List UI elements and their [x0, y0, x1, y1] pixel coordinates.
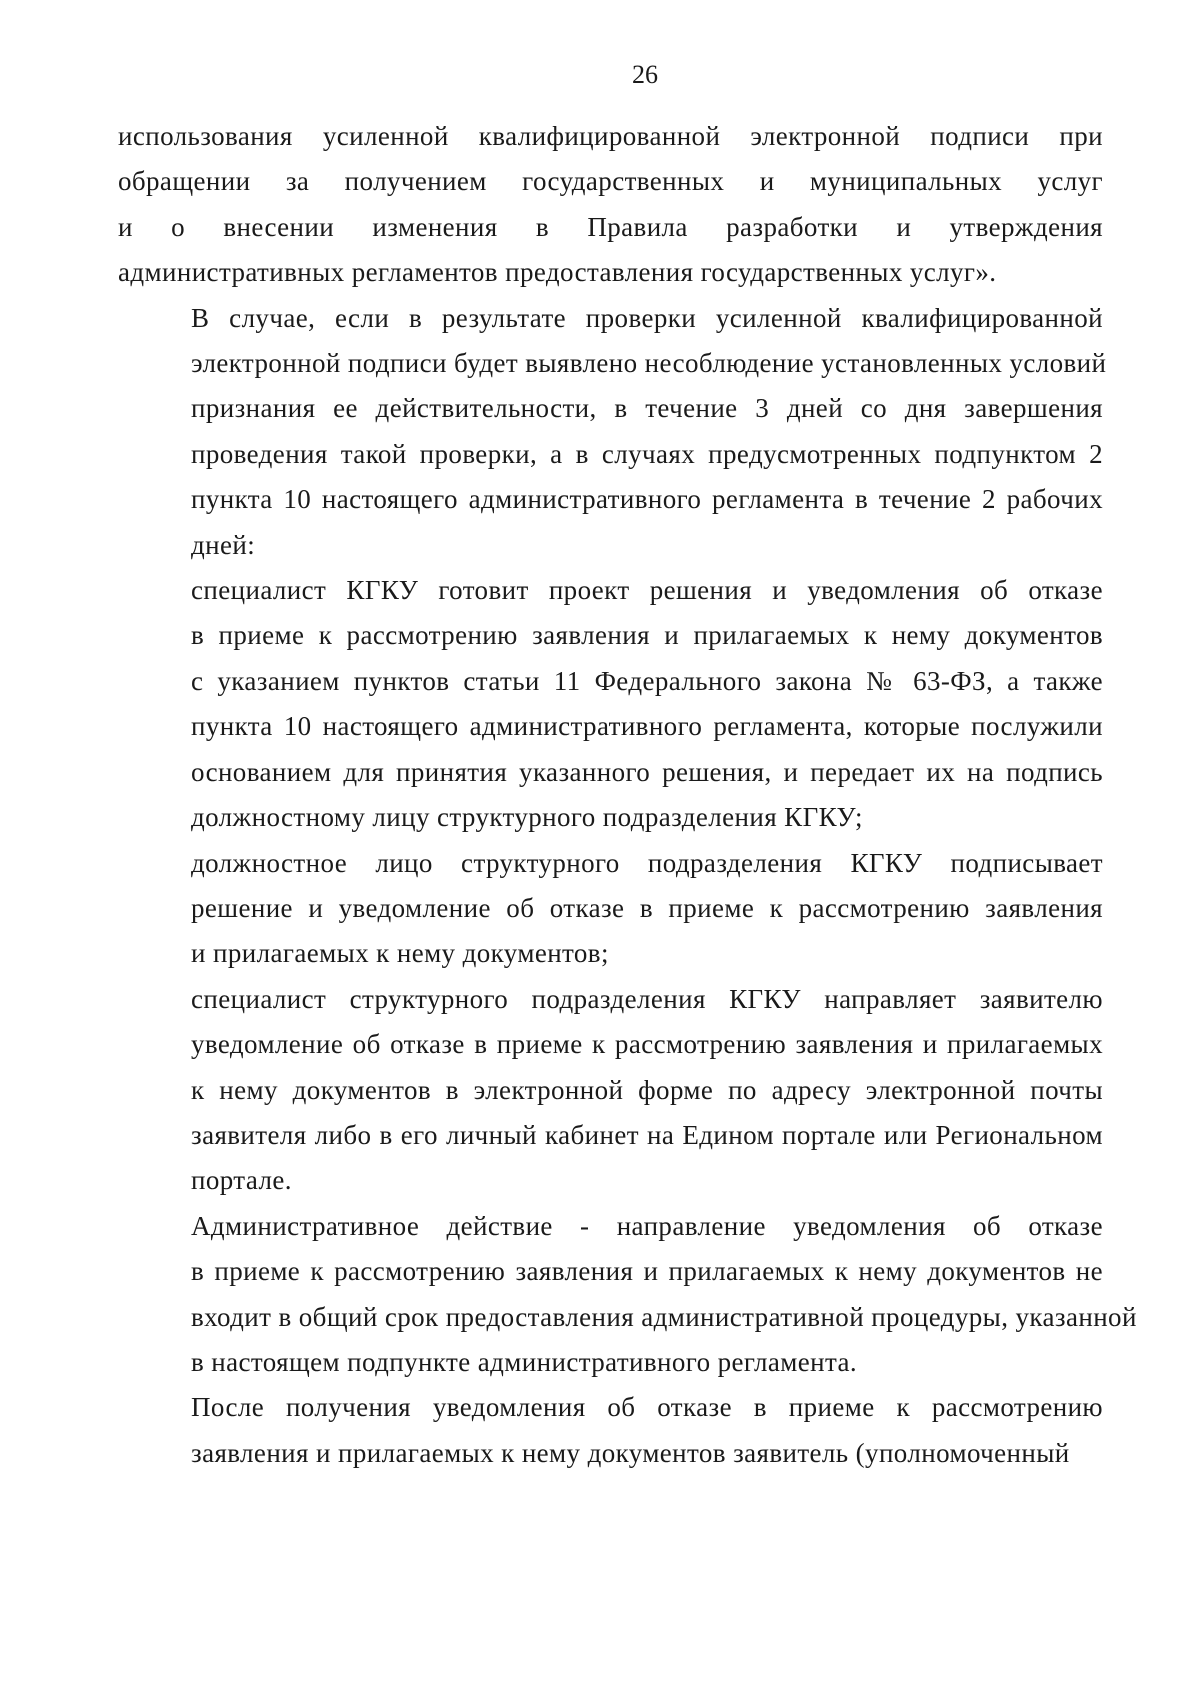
document-body — [118, 114, 1137, 1476]
text-line: использования усиленной квалифицированной электронной подписи при — [118, 121, 1103, 151]
text-line: входит в общий срок предоставления административной процедуры, указанной — [191, 1301, 1137, 1332]
paragraph — [118, 568, 1103, 840]
text-line: специалист структурного подразделения КГКУ направляет заявителю — [191, 983, 1103, 1014]
text-line: и прилагаемых к нему документов; — [191, 938, 609, 969]
text-line: уведомление об отказе в приеме к рассмотрению заявления и прилагаемых — [191, 1029, 1103, 1060]
paragraph — [118, 114, 1103, 296]
text-line: В случае, если в результате проверки усиленной квалифицированной — [191, 302, 1103, 333]
text-line: должностное лицо структурного подразделения КГКУ подписывает — [191, 847, 1103, 878]
paragraph — [118, 841, 1103, 977]
text-line: заявления и прилагаемых к нему документов заявитель (уполномоченный — [191, 1437, 1070, 1468]
text-line: заявителя либо в его личный кабинет на Едином портале или Региональном — [191, 1119, 1103, 1150]
text-line: проведения такой проверки, а в случаях предусмотренных подпунктом 2 — [191, 438, 1103, 469]
text-line: пункта 10 настоящего административного регламента в течение 2 рабочих — [191, 484, 1103, 515]
text-line: в приеме к рассмотрению заявления и прилагаемых к нему документов не — [191, 1256, 1103, 1287]
text-line: решение и уведомление об отказе в приеме к рассмотрению заявления — [191, 892, 1103, 923]
text-line: в приеме к рассмотрению заявления и прилагаемых к нему документов — [191, 620, 1103, 651]
text-line: административных регламентов предоставления государственных услуг». — [118, 257, 997, 288]
text-line: с указанием пунктов статьи 11 Федерального закона № 63-ФЗ, а также — [191, 665, 1103, 696]
text-line: дней: — [191, 529, 256, 560]
paragraph — [118, 1204, 1137, 1386]
text-line: Административное действие - направление уведомления об отказе — [191, 1210, 1103, 1241]
text-line: электронной подписи будет выявлено несоблюдение установленных условий — [191, 348, 1107, 379]
page-number: 26 — [632, 60, 658, 89]
text-line: в настоящем подпункте административного регламента. — [191, 1346, 858, 1377]
text-line: обращении за получением государственных и муниципальных услуг — [118, 166, 1103, 197]
text-line: должностному лицу структурного подразделения КГКУ; — [191, 802, 863, 833]
text-line: специалист КГКУ готовит проект решения и уведомления об отказе — [191, 575, 1103, 606]
paragraph — [118, 1385, 1103, 1476]
paragraph — [118, 296, 1107, 568]
text-line: и о внесении изменения в Правила разработки и утверждения — [118, 211, 1103, 242]
text-line: к нему документов в электронной форме по адресу электронной почты — [191, 1074, 1103, 1105]
paragraph — [118, 977, 1103, 1204]
text-line: основанием для принятия указанного решения, и передает их на подпись — [191, 756, 1103, 787]
text-line: После получения уведомления об отказе в приеме к рассмотрению — [191, 1392, 1103, 1423]
text-line: портале. — [191, 1165, 292, 1196]
text-line: пункта 10 настоящего административного регламента, которые послужили — [191, 711, 1103, 742]
text-line: признания ее действительности, в течение 3 дней со дня завершения — [191, 393, 1103, 424]
